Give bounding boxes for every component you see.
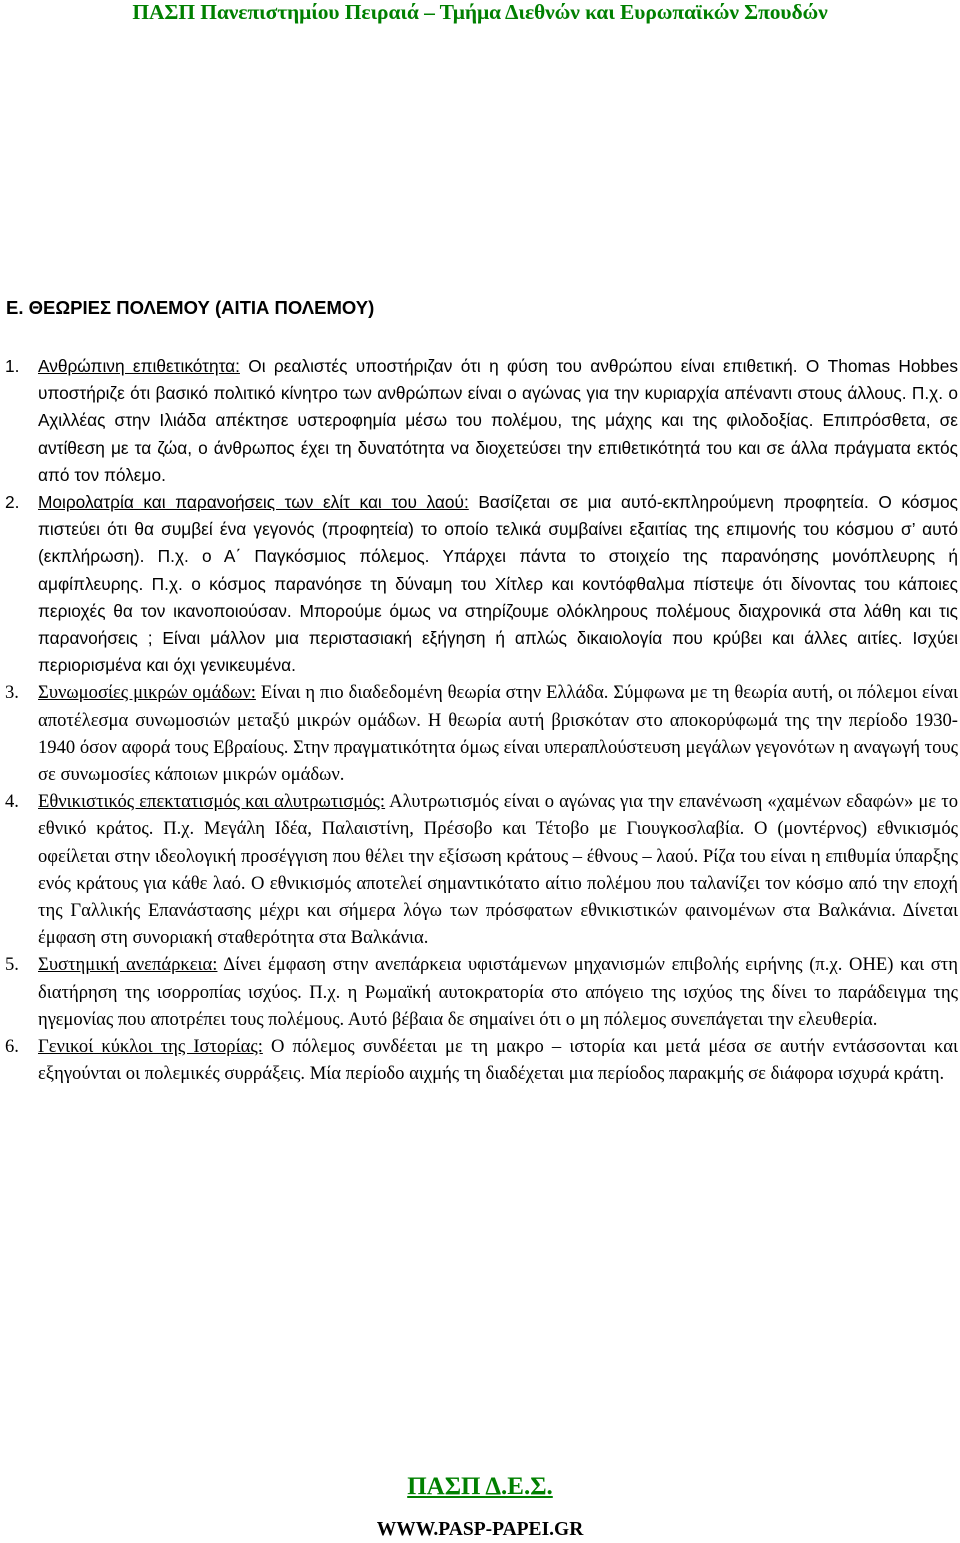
item-title: Γενικοί κύκλοι της Ιστορίας:: [38, 1036, 263, 1058]
item-number: 1.: [5, 356, 20, 376]
item-body: Οι ρεαλιστές υποστήριζαν ότι η φύση του ανθρώπου είναι επιθετική. Ο Thomas Hobbes υποστήριζε ότι βασικό πολιτικό κίνητρο των ανθρώπων είναι ο αγώνας για την κυριαρχία απέναντι στους άλλους. Π.χ. ο Αχιλλέας στην Ιλιάδα απέκτησε υστεροφημία μέσω του πολέμου, της μάχης και της φιλοδοξίας. Επιπρόσθετα, σε αντίθεση με τα ζώα, ο άνθρωπος έχει τη δυνατότητα να διοχετεύσει την επιθετικότητά του και σε άλλα πράγματα εκτός από τον πόλεμο.: [38, 356, 958, 485]
item-body: Ο πόλεμος συνδέεται με τη μακρο – ιστορία και μετά μέσα σε αυτήν εντάσσονται και εξηγούνται οι πολεμικές συρράξεις. Μία περίοδο αιχμής τη διαδέχεται μια περίοδος παρακμής σε διάφορα ισχυρά κράτη.: [38, 1036, 958, 1085]
item-number: 5.: [5, 954, 19, 976]
item-body: Αλυτρωτισμός είναι ο αγώνας για την επανένωση «χαμένων εδαφών» με το εθνικό κράτος. Π.χ. Μεγάλη Ιδέα, Παλαιστίνη, Πρέσοβο και Τέτοβο με Γιουγκοσλαβία. Ο (μοντέρνος) εθνικισμός οφείλεται στην ιδεολογική προσέγγιση που θέλει την εξίσωση κράτους – έθνους – λαού. Ρίζα του είναι η επιθυμία ύπαρξης ενός κράτους για κάθε λαό. Ο εθνικισμός αποτελεί σημαντικότατο αίτιο πολέμου που ταλανίζει τον κόσμο από την εποχή της Γαλλικής Επανάστασης μέχρι και σήμερα λόγω των πρόσφατων εθνικιστικών φαινομένων στα Βαλκάνια. Δίνεται έμφαση στη συνοριακή σταθερότητα στα Βαλκάνια.: [38, 791, 959, 949]
list-item: [0, 1033, 960, 1087]
list-item: [0, 489, 960, 679]
footer-url: WWW.PASP-PAPEI.GR: [376, 1519, 584, 1540]
footer-org-link[interactable]: ΠΑΣΠ Δ.Ε.Σ.: [407, 1473, 553, 1500]
item-title: Εθνικιστικός επεκτατισμός και αλυτρωτισμός:: [38, 791, 386, 813]
list-item: [0, 951, 960, 1033]
item-number: 3.: [5, 682, 19, 704]
item-body: Βασίζεται σε μια αυτό-εκπληρούμενη προφητεία. Ο κόσμος πιστεύει ότι θα συμβεί ένα γεγονός (προφητεία) το οποίο τελικά συμβαίνει εξαιτίας της επιμονής του κόσμου σ’ αυτό (εκπλήρωση). Π.χ. ο Α΄ Παγκόσμιος πόλεμος. Υπάρχει πάντα το στοιχείο της παρανόησης μονόπλευρης ή αμφίπλευρης. Π.χ. ο κόσμος παρανόησε τη δύναμη του Χίτλερ και κοντόφθαλμα πίστεψε ότι δίνοντας του κάποιες περιοχές θα τον ικανοποιούσαν. Μπορούμε όμως να στηρίζουμε ολόκληρους πολέμους διαχρονικά στα λάθη και τις παρανοήσεις ; Είναι μάλλον μια περιστασιακή εξήγηση ή απλώς δικαιολογία που κρύβει και άλλες αιτίες. Ισχύει περιορισμένα και όχι γενικευμένα.: [38, 492, 958, 676]
section-heading: Ε. ΘΕΩΡΙΕΣ ΠΟΛΕΜΟΥ (ΑΙΤΙΑ ΠΟΛΕΜΟΥ): [6, 297, 375, 318]
page-header: ΠΑΣΠ Πανεπιστημίου Πειραιά – Τμήμα Διεθνών και Ευρωπαϊκών Σπουδών: [132, 0, 828, 24]
theory-list: [0, 353, 960, 1087]
list-item: [0, 353, 960, 489]
item-body: Είναι η πιο διαδεδομένη θεωρία στην Ελλάδα. Σύμφωνα με τη θεωρία αυτή, οι πόλεμοι είναι αποτέλεσμα συνωμοσιών μεταξύ μικρών ομάδων. Η θεωρία αυτή βρισκόταν στο αποκορύφωμά της την περίοδο 1930-1940 όσον αφορά τους Εβραίους. Στην πραγματικότητα όμως είναι υπεραπλούστευση μεγάλων γεγονότων η αναγωγή τους σε συνωμοσίες κάποιων μικρών ομάδων.: [38, 682, 959, 786]
item-number: 4.: [5, 791, 19, 813]
item-title: Ανθρώπινη επιθετικότητα:: [38, 356, 240, 376]
item-number: 2.: [5, 492, 20, 513]
item-title: Συστημική ανεπάρκεια:: [38, 954, 218, 976]
list-item: [0, 679, 960, 788]
item-title: Μοιρολατρία και παρανοήσεις των ελίτ και του λαού:: [38, 492, 469, 513]
list-item: [0, 788, 960, 951]
item-number: 6.: [5, 1036, 19, 1058]
item-title: Συνωμοσίες μικρών ομάδων:: [38, 682, 256, 704]
item-body: Δίνει έμφαση στην ανεπάρκεια υφιστάμενων μηχανισμών επιβολής ειρήνης (π.χ. ΟΗΕ) και στη διατήρηση της ισορροπίας ισχύος. Π.χ. η Ρωμαϊκή αυτοκρατορία στο απόγειο της ισχύος της δίνει το παράδειγμα της ηγεμονίας που αποτρέπει τους πολέμους. Αυτό βέβαια δε σημαίνει ότι ο μη πόλεμος συνεπάγεται την ελευθερία.: [38, 954, 958, 1030]
